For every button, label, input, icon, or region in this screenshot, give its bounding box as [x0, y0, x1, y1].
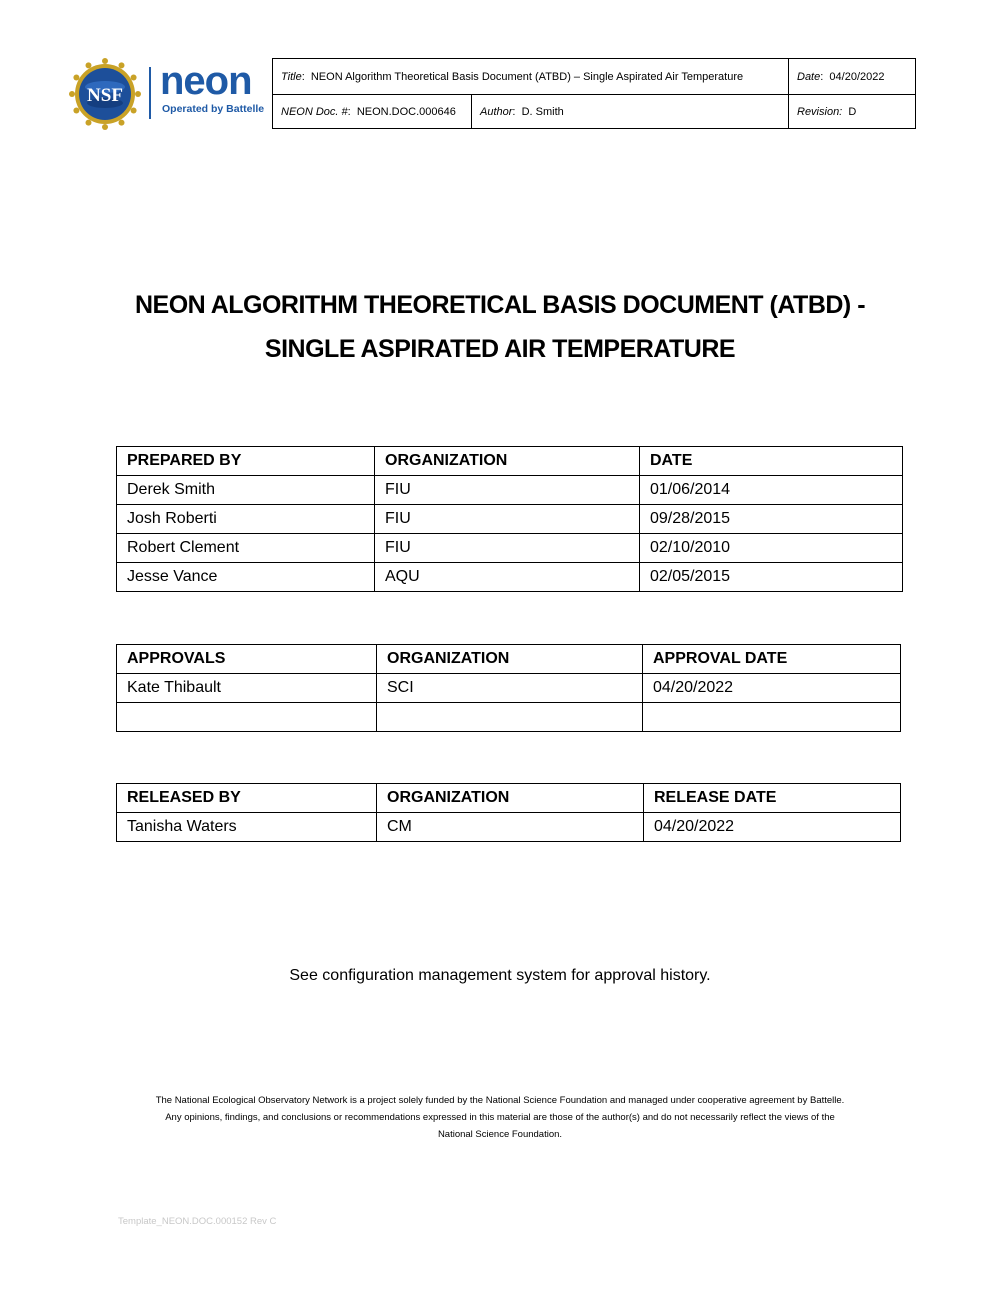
- document-header-table: [272, 58, 916, 129]
- header-author-value: D. Smith: [521, 105, 564, 118]
- column-header: DATE: [640, 447, 903, 476]
- preparer-name: Robert Clement: [117, 534, 375, 563]
- footnote-line: Any opinions, findings, and conclusions or recommendations expressed in this material are those of the author(s) and do not necessarily reflect the views of the: [165, 1112, 835, 1123]
- logo-divider: [149, 67, 151, 119]
- approval-date: [643, 703, 901, 732]
- header-date-label: Date: [797, 70, 821, 83]
- preparer-date: 02/10/2010: [640, 534, 903, 563]
- table-row: [117, 505, 903, 534]
- approver-name: [117, 703, 377, 732]
- header-doc-value: NEON.DOC.000646: [356, 105, 456, 118]
- table-row: [117, 813, 901, 842]
- approver-name: Kate Thibault: [117, 674, 377, 703]
- release-date: 04/20/2022: [644, 813, 901, 842]
- table-row: [117, 534, 903, 563]
- approver-organization: SCI: [377, 674, 643, 703]
- column-header: RELEASED BY: [117, 784, 377, 813]
- column-header: ORGANIZATION: [377, 645, 643, 674]
- approvals-table: [116, 644, 901, 732]
- header-author-label: Author: [480, 105, 513, 118]
- neon-wordmark: neon: [160, 59, 252, 103]
- nsf-seal-text: NSF: [87, 85, 123, 106]
- column-header: APPROVAL DATE: [643, 645, 901, 674]
- template-identifier: Template_NEON.DOC.000152 Rev C: [118, 1216, 277, 1227]
- header-doc-cell: NEON Doc. #: NEON.DOC.000646: [273, 95, 472, 129]
- column-header: RELEASE DATE: [644, 784, 901, 813]
- column-header: ORGANIZATION: [377, 784, 644, 813]
- preparer-name: Josh Roberti: [117, 505, 375, 534]
- funding-footnote: [100, 1092, 900, 1143]
- header-date-cell: Date: 04/20/2022: [789, 59, 916, 95]
- config-management-note: See configuration management system for approval history.: [289, 967, 711, 984]
- column-header: ORGANIZATION: [375, 447, 640, 476]
- table-header-row: [117, 447, 903, 476]
- table-header-row: [117, 784, 901, 813]
- preparer-organization: FIU: [375, 476, 640, 505]
- preparer-organization: FIU: [375, 505, 640, 534]
- preparer-organization: FIU: [375, 534, 640, 563]
- table-row: [117, 703, 901, 732]
- preparer-name: Jesse Vance: [117, 563, 375, 592]
- footnote-line: The National Ecological Observatory Network is a project solely funded by the National Science Foundation and managed under cooperative agreement by Battelle.: [155, 1095, 845, 1106]
- neon-logo: [68, 57, 270, 131]
- table-header-row: [117, 645, 901, 674]
- header-revision-value: D: [848, 105, 857, 118]
- approval-date: 04/20/2022: [643, 674, 901, 703]
- header-revision-cell: [789, 95, 916, 129]
- footnote-line: National Science Foundation.: [437, 1129, 563, 1140]
- releaser-organization: CM: [377, 813, 644, 842]
- table-row: [117, 674, 901, 703]
- preparer-date: 09/28/2015: [640, 505, 903, 534]
- approver-organization: [377, 703, 643, 732]
- released-by-table: [116, 783, 901, 842]
- preparer-date: 01/06/2014: [640, 476, 903, 505]
- column-header: APPROVALS: [117, 645, 377, 674]
- preparer-organization: AQU: [375, 563, 640, 592]
- header-title-value: NEON Algorithm Theoretical Basis Document (ATBD) – Single Aspirated Air Temperature: [310, 70, 744, 83]
- document-title-line: NEON ALGORITHM THEORETICAL BASIS DOCUMENT (ATBD) -: [134, 291, 866, 319]
- preparer-date: 02/05/2015: [640, 563, 903, 592]
- header-title-cell: Title: NEON Algorithm Theoretical Basis Document (ATBD) – Single Aspirated Air Temperature: [273, 59, 789, 95]
- document-title-line: SINGLE ASPIRATED AIR TEMPERATURE: [264, 335, 736, 363]
- table-row: [117, 476, 903, 505]
- nsf-seal-icon: [68, 57, 142, 131]
- header-revision-label: Revision:: [797, 105, 843, 118]
- prepared-by-table: [116, 446, 903, 592]
- header-date-value: 04/20/2022: [829, 70, 885, 83]
- preparer-name: Derek Smith: [117, 476, 375, 505]
- document-title: [80, 283, 920, 371]
- header-title-label: Title: [281, 70, 302, 83]
- column-header: PREPARED BY: [117, 447, 375, 476]
- table-row: [117, 563, 903, 592]
- header-doc-label: NEON Doc. #: [281, 105, 348, 118]
- releaser-name: Tanisha Waters: [117, 813, 377, 842]
- header-author-cell: Author: D. Smith: [472, 95, 789, 129]
- logo-tagline: Operated by Battelle: [162, 103, 265, 115]
